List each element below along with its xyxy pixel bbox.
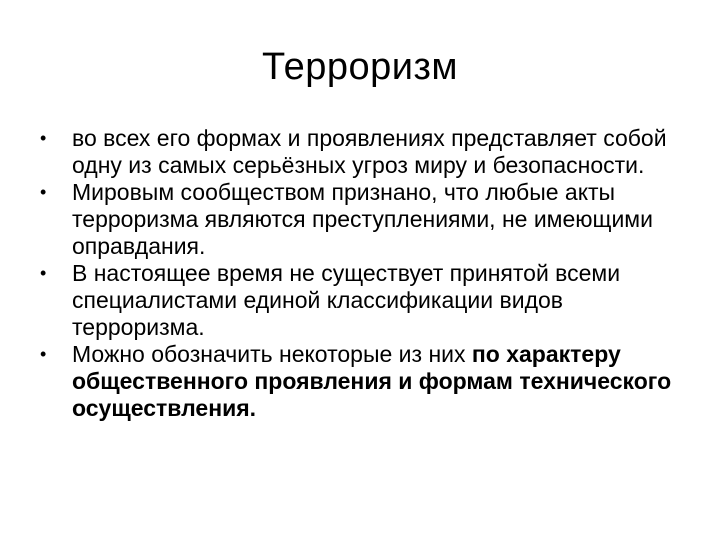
bullet-item [40,260,692,341]
bullet-text: Мировым сообществом признано, что любые акты терроризма являются преступлениями, не имеющими оправдания. [72,179,653,259]
bullet-item [40,125,692,179]
bullet-marker: • [40,263,47,283]
bullet-bold-text: по характеру общественного проявления и формам технического осуществления. [72,341,672,421]
bullet-text: во всех его формах и проявлениях представляет собой одну из самых серьёзных угроз миру и безопасности. [72,125,667,178]
bullet-marker: • [40,128,47,148]
bullet-text: В настоящее время не существует принятой всеми специалистами единой классификации видов терроризма. [72,260,621,340]
bullet-text: Можно обозначить некоторые из них [72,341,472,367]
bullet-marker: • [40,182,47,202]
bullet-item [40,179,692,260]
bullet-marker: • [40,344,47,364]
bullet-list [40,125,692,422]
slide-title: Терроризм [261,46,459,88]
bullet-item [40,341,692,422]
